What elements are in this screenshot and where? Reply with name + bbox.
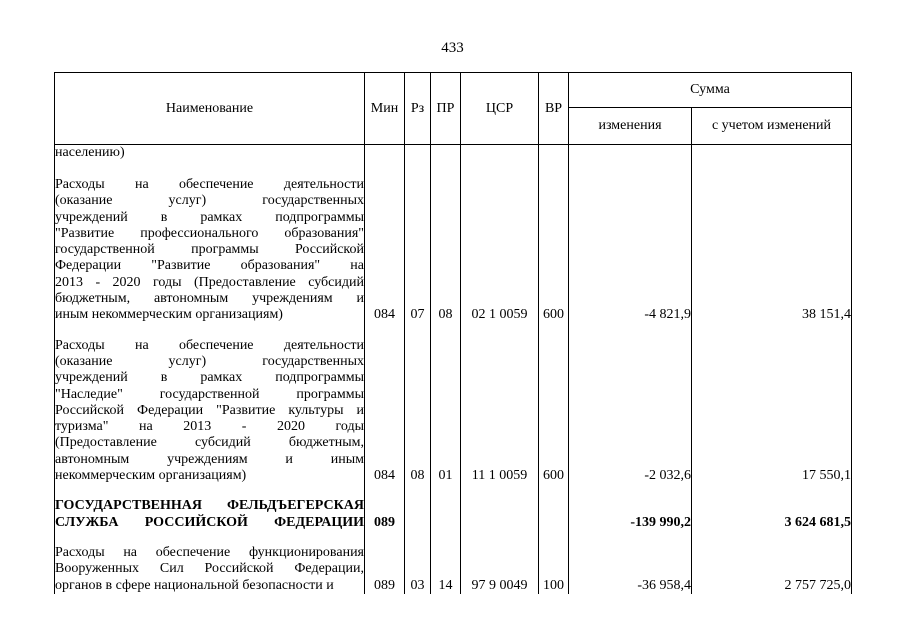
spacer-cell [692,484,852,498]
spacer-cell [405,163,431,177]
row-name-line: (оказание услуг) государственных [55,353,364,369]
cell-with-change: 17 550,1 [692,338,852,485]
spacer-cell [431,163,461,177]
cell-change: -36 958,4 [569,545,692,594]
row-spacer [55,484,852,498]
row-name-line: 2013 - 2020 годы (Предоставление субсидий [55,274,364,290]
row-name-line: "Развитие профессионального образования" [55,225,364,241]
row-name-cell [55,145,365,164]
spacer-cell [431,324,461,338]
spacer-cell [461,531,539,545]
row-spacer [55,163,852,177]
cell-pr [431,145,461,164]
row-name-line: бюджетным, автономным учреждениям и [55,291,364,307]
cell-with-change [692,145,852,164]
row-name-cell [55,177,365,324]
page-number: 433 [441,40,464,56]
row-name-line: иным некоммерческим организациям) [55,307,283,323]
cell-pr [431,498,461,531]
cell-csr: 02 1 0059 [461,177,539,324]
spacer-cell [55,531,365,545]
cell-min: 089 [365,545,405,594]
table-row [55,145,852,164]
cell-with-change: 38 151,4 [692,177,852,324]
spacer-cell [365,484,405,498]
spacer-cell [365,324,405,338]
row-spacer [55,324,852,338]
spacer-cell [569,484,692,498]
cell-pr: 08 [431,177,461,324]
cell-rz: 03 [405,545,431,594]
cell-csr: 11 1 0059 [461,338,539,485]
spacer-cell [692,324,852,338]
spacer-cell [569,163,692,177]
row-name-cell [55,338,365,485]
cell-change: -139 990,2 [569,498,692,531]
cell-csr: 97 9 0049 [461,545,539,594]
table-body [55,145,852,594]
spacer-cell [539,324,569,338]
spacer-cell [461,484,539,498]
header-sum: Сумма [569,73,852,108]
header-with-change: с учетом изменений [692,108,852,145]
spacer-cell [55,163,365,177]
cell-rz: 08 [405,338,431,485]
row-spacer [55,531,852,545]
row-name-cell [55,498,365,531]
row-name-line: Вооруженных Сил Российской Федерации, [55,561,364,577]
spacer-cell [539,484,569,498]
header-csr: ЦСР [461,73,539,145]
row-name-line: Расходы на обеспечение деятельности [55,177,364,192]
row-name-line: Федерации "Развитие образования" на [55,258,364,274]
spacer-cell [461,163,539,177]
cell-vr [539,145,569,164]
header-rz: Рз [405,73,431,145]
cell-min: 089 [365,498,405,531]
spacer-cell [431,531,461,545]
spacer-cell [55,324,365,338]
cell-vr: 100 [539,545,569,594]
table-row [55,498,852,531]
row-name-line: туризма" на 2013 - 2020 годы [55,419,364,435]
row-name-line: государственной программы Российской [55,242,364,258]
row-name-line: учреждений в рамках подпрограммы [55,370,364,386]
table-row [55,545,852,594]
spacer-cell [405,324,431,338]
row-name-line: "Наследие" государственной программы [55,386,364,402]
header-change: изменения [569,108,692,145]
header-min: Мин [365,73,405,145]
cell-vr: 600 [539,338,569,485]
cell-with-change: 3 624 681,5 [692,498,852,531]
cell-vr [539,498,569,531]
cell-change [569,145,692,164]
cell-min: 084 [365,177,405,324]
row-name-cell [55,545,365,594]
cell-rz: 07 [405,177,431,324]
budget-table [54,72,852,594]
row-name-line: ГОСУДАРСТВЕННАЯ ФЕЛЬДЪЕГЕРСКАЯ [55,498,364,514]
row-name-line: органов в сфере национальной безопасности и [55,577,334,593]
cell-csr [461,498,539,531]
header-pr: ПР [431,73,461,145]
cell-min: 084 [365,338,405,485]
row-name-line: СЛУЖБА РОССИЙСКОЙ ФЕДЕРАЦИИ [55,514,364,530]
table-row [55,177,852,324]
row-name-line: Российской Федерации "Развитие культуры и [55,402,364,418]
spacer-cell [365,531,405,545]
spacer-cell [539,531,569,545]
row-name-line: Расходы на обеспечение деятельности [55,337,364,353]
cell-change: -4 821,9 [569,177,692,324]
cell-pr: 01 [431,338,461,485]
table-row [55,338,852,485]
spacer-cell [405,531,431,545]
cell-change: -2 032,6 [569,338,692,485]
header-name: Наименование [55,73,365,145]
cell-with-change: 2 757 725,0 [692,545,852,594]
row-name-line: (Предоставление субсидий бюджетным, [55,435,364,451]
spacer-cell [405,484,431,498]
spacer-cell [461,324,539,338]
spacer-cell [569,531,692,545]
cell-vr: 600 [539,177,569,324]
spacer-cell [365,163,405,177]
row-name-line: (оказание услуг) государственных [55,193,364,209]
header-vr: ВР [539,73,569,145]
spacer-cell [539,163,569,177]
cell-csr [461,145,539,164]
cell-pr: 14 [431,545,461,594]
spacer-cell [692,163,852,177]
row-name: населению) [55,145,125,160]
header-row-top [55,73,852,108]
cell-rz [405,145,431,164]
cell-min [365,145,405,164]
spacer-cell [431,484,461,498]
row-name-line: Расходы на обеспечение функционирования [55,544,364,560]
spacer-cell [55,484,365,498]
row-name-line: учреждений в рамках подпрограммы [55,209,364,225]
row-name-line: некоммерческим организациям) [55,468,247,484]
row-name-line: автономным учреждениям и иным [55,451,364,467]
spacer-cell [692,531,852,545]
spacer-cell [569,324,692,338]
cell-rz [405,498,431,531]
